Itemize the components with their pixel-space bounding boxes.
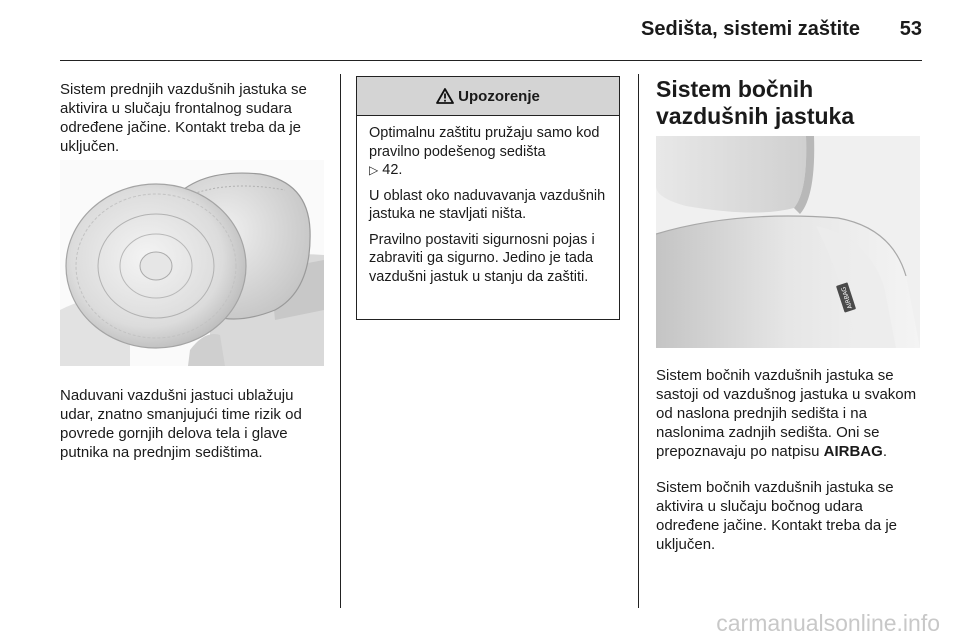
airbag-protection-paragraph: Naduvani vazdušni jastuci ublažuju udar, znatno smanjujući time rizik od povrede gornjih delova tela i glave putnika na prednjim sedištima. bbox=[60, 387, 302, 461]
column-divider-left bbox=[340, 74, 341, 608]
side-airbag-desc-text: Sistem bočnih vazdušnih jastuka se sastoji od vazdušnog jastuka u svakom od naslona prednjih sedišta i na naslonima zadnjih sedišta. Oni se prepoznavaju po natpisu bbox=[656, 367, 917, 460]
airbag-marking-text: AIRBAG bbox=[823, 443, 883, 460]
page-reference-arrow-icon: ▷ bbox=[369, 163, 379, 177]
side-airbag-seat-illustration bbox=[656, 136, 920, 348]
seat-airbag-label: AIRBAG bbox=[840, 285, 855, 310]
page-reference[interactable]: 42. bbox=[382, 162, 403, 178]
warning-paragraph-3: Pravilno postaviti sigurnosni pojas i zabraviti ga sigurno. Jedino je tada vazdušni jastuk u stanju da zaštiti. bbox=[369, 231, 595, 285]
frontal-airbag-paragraph: Sistem prednjih vazdušnih jastuka se aktivira u slučaju frontalnog sudara određene jačine. Kontakt treba da je uključen. bbox=[60, 81, 307, 155]
side-airbag-desc-end: . bbox=[882, 443, 887, 460]
warning-paragraph-1 bbox=[369, 124, 609, 180]
page-header-title: Sedišta, sistemi zaštite bbox=[641, 18, 860, 40]
header-rule bbox=[60, 60, 922, 61]
warning-triangle-icon bbox=[436, 88, 454, 104]
column-divider-right bbox=[638, 74, 639, 608]
warning-box bbox=[356, 76, 620, 320]
warning-paragraph-2: U oblast oko naduvavanja vazdušnih jastuka ne stavljati ništa. bbox=[369, 187, 606, 222]
warning-body bbox=[357, 116, 619, 286]
warning-title: Upozorenje bbox=[458, 87, 540, 105]
watermark: carmanualsonline.info bbox=[716, 610, 940, 636]
warning-p1-text: Optimalnu zaštitu pružaju samo kod pravilno podešenog sedišta bbox=[369, 125, 600, 160]
section-heading: Sistem bočnih vazdušnih jastuka bbox=[656, 76, 855, 129]
frontal-airbag-illustration bbox=[60, 160, 324, 366]
side-airbag-activation-paragraph: Sistem bočnih vazdušnih jastuka se aktivira u slučaju bočnog udara određene jačine. Kontakt treba da je uključen. bbox=[656, 479, 898, 553]
page-number: 53 bbox=[899, 18, 922, 40]
side-airbag-description-paragraph bbox=[656, 366, 926, 461]
warning-header bbox=[357, 77, 619, 116]
